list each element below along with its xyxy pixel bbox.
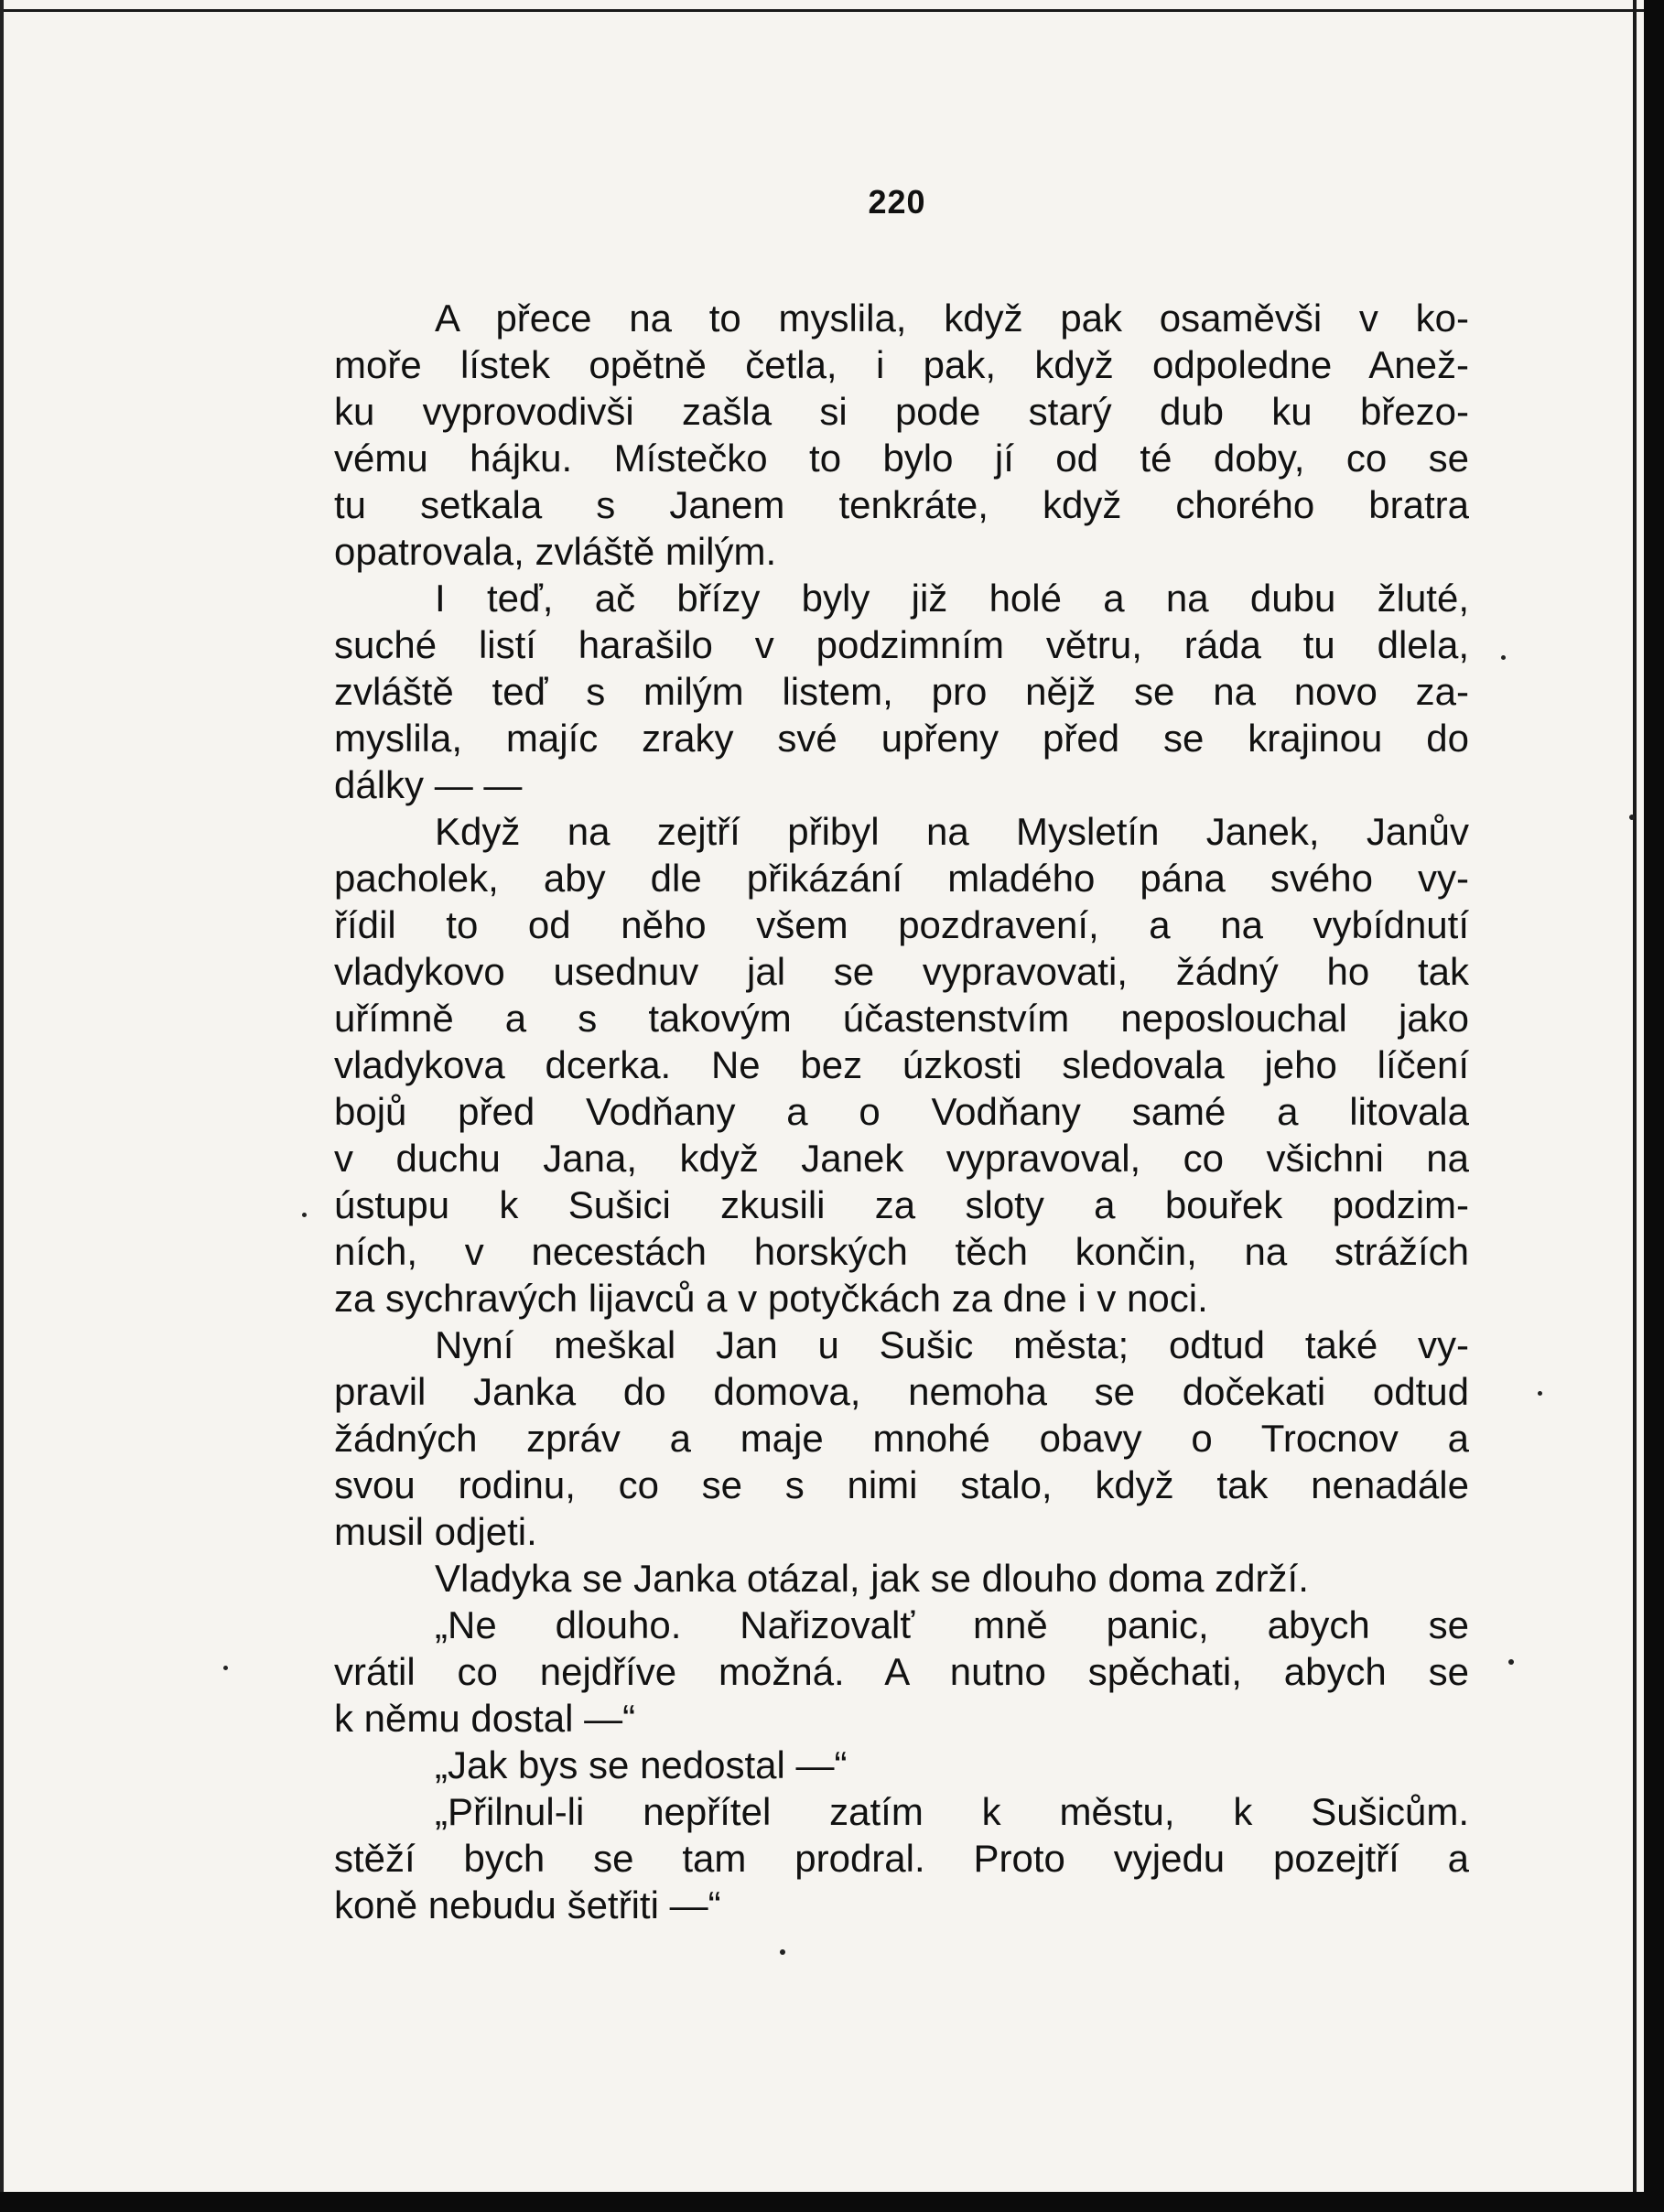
text-line: vému hájku. Místečko to bylo jí od té doby, co se — [334, 437, 1469, 480]
scan-right-border — [1644, 0, 1664, 2212]
text-line: v duchu Jana, když Janek vypravoval, co všichni na — [334, 1137, 1469, 1180]
text-line: Vladyka se Janka otázal, jak se dlouho doma zdrží. — [435, 1557, 1309, 1600]
scan-speck — [1629, 815, 1635, 820]
scan-speck — [223, 1666, 228, 1670]
scan-right-border-line — [1633, 0, 1637, 2212]
scan-top-border — [0, 9, 1664, 12]
text-line: k němu dostal —“ — [334, 1697, 636, 1740]
text-line: ústupu k Sušici zkusili za sloty a bouřek podzim- — [334, 1183, 1469, 1226]
body-text — [334, 295, 1469, 1928]
text-line: A přece na to myslila, když pak osaměvši v ko- — [435, 297, 1469, 340]
text-line: „Přilnul-li nepřítel zatím k městu, k Sušicům. — [435, 1790, 1469, 1833]
text-line: Nyní meškal Jan u Sušic města; odtud také vy- — [435, 1323, 1469, 1366]
text-line: bojů před Vodňany a o Vodňany samé a litovala — [334, 1090, 1469, 1133]
scan-speck — [1538, 1391, 1542, 1396]
text-line: myslila, majíc zraky své upřeny před se krajinou do — [334, 717, 1469, 760]
scan-bottom-border — [0, 2192, 1664, 2212]
text-line: pacholek, aby dle přikázání mladého pána svého vy- — [334, 857, 1469, 900]
text-line: moře lístek opětně četla, i pak, když odpoledne Anež- — [334, 343, 1469, 386]
text-line: ku vyprovodivši zašla si pode starý dub ku březo- — [334, 390, 1469, 433]
scan-speck — [1508, 1659, 1514, 1665]
scan-left-border — [0, 0, 4, 2212]
scan-speck — [1501, 655, 1506, 660]
text-line: ních, v necestách horských těch končin, na strážích — [334, 1230, 1469, 1273]
text-line: žádných zpráv a maje mnohé obavy o Trocnov a — [334, 1417, 1469, 1460]
text-line: I teď, ač břízy byly již holé a na dubu žluté, — [435, 577, 1469, 620]
text-line: „Jak bys se nedostal —“ — [435, 1743, 848, 1786]
text-line: vrátil co nejdříve možná. A nutno spěchati, abych se — [334, 1650, 1469, 1693]
page-number: 220 — [868, 183, 926, 221]
text-line: pravil Janka do domova, nemoha se dočekati odtud — [334, 1370, 1469, 1413]
text-line: vladykova dcerka. Ne bez úzkosti sledovala jeho líčení — [334, 1043, 1469, 1086]
text-line: musil odjeti. — [334, 1510, 537, 1553]
text-line: stěží bych se tam prodral. Proto vyjedu pozejtří a — [334, 1837, 1469, 1880]
text-line: suché listí harašilo v podzimním větru, ráda tu dlela, — [334, 623, 1469, 666]
text-line: „Ne dlouho. Nařizovalť mně panic, abych se — [435, 1603, 1469, 1646]
scan-speck — [302, 1213, 307, 1217]
text-line: tu setkala s Janem tenkráte, když chorého bratra — [334, 483, 1469, 526]
text-line: zvláště teď s milým listem, pro nějž se na novo za- — [334, 670, 1469, 713]
text-line: svou rodinu, co se s nimi stalo, když tak nenadále — [334, 1463, 1469, 1506]
text-line: Když na zejtří přibyl na Mysletín Janek, Janův — [435, 810, 1469, 853]
text-line: uřímně a s takovým účastenstvím neposlouchal jako — [334, 997, 1469, 1040]
text-line: opatrovala, zvláště milým. — [334, 530, 777, 573]
text-line: dálky — — — [334, 763, 523, 806]
text-line: za sychravých lijavců a v potyčkách za dne i v noci. — [334, 1277, 1208, 1320]
text-line: řídil to od něho všem pozdravení, a na vybídnutí — [334, 903, 1469, 946]
scan-speck — [780, 1949, 785, 1955]
text-line: vladykovo usednuv jal se vypravovati, žádný ho tak — [334, 950, 1469, 993]
text-line: koně nebudu šetřiti —“ — [334, 1883, 721, 1926]
